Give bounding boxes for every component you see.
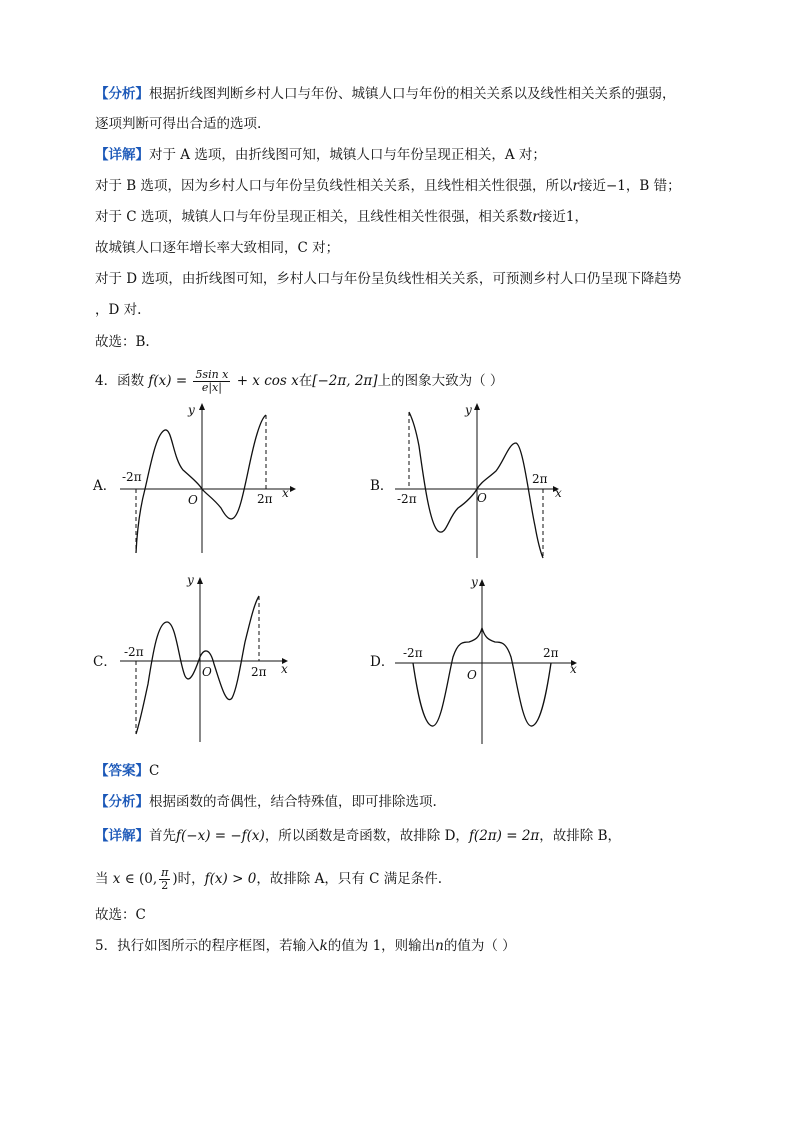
q3-detail-line4: 故城镇人口逐年增长率大致相同，C 对； bbox=[95, 240, 340, 256]
q5-stem: 5．执行如图所示的程序框图，若输入k的值为 1，则输出n的值为（ ） bbox=[95, 938, 516, 954]
right-tick-label: 2π bbox=[257, 492, 273, 506]
q3-detail-line6: ，D 对. bbox=[95, 302, 142, 318]
origin-label: O bbox=[188, 493, 198, 507]
curve bbox=[136, 596, 259, 734]
graph-option-c bbox=[120, 572, 300, 742]
q3-detail-line5: 对于 D 选项，由折线图可知，乡村人口与年份呈负线性相关关系，可预测乡村人口仍呈现下降趋势 bbox=[95, 271, 682, 287]
graph-option-b bbox=[395, 398, 575, 563]
option-d-label: D． bbox=[370, 654, 395, 670]
q4-analysis: 【分析】根据函数的奇偶性，结合特殊值，即可排除选项. bbox=[95, 794, 437, 810]
right-tick-label: 2π bbox=[251, 665, 267, 679]
pi-over-two-fraction: $\frac{\pi}{2}$ bbox=[161, 866, 169, 892]
origin-label: O bbox=[202, 665, 212, 679]
x-axis-label: x bbox=[282, 486, 289, 500]
function-fraction: $\frac{\text{5sin x}}{e|x|}$ bbox=[195, 368, 229, 394]
q3-detail-line2: 对于 B 选项，因为乡村人口与年份呈负线性相关关系，且线性相关性很强，所以r接近−1，B 错； bbox=[95, 178, 681, 194]
option-b-label: B． bbox=[370, 478, 394, 494]
origin-label: O bbox=[467, 668, 477, 682]
q3-detail-line3: 对于 C 选项，城镇人口与年份呈现正相关，且线性相关性很强，相关系数r接近1， bbox=[95, 209, 588, 225]
left-tick-label: -2π bbox=[122, 470, 142, 484]
x-axis-label: x bbox=[281, 662, 288, 676]
analysis-tag: 【分析】 bbox=[95, 794, 149, 810]
left-tick-label: -2π bbox=[397, 492, 417, 506]
curve bbox=[409, 412, 543, 558]
y-axis-label: y bbox=[188, 403, 195, 417]
y-axis-arrow bbox=[474, 403, 480, 410]
answer-tag: 【答案】 bbox=[95, 763, 149, 779]
y-axis-arrow bbox=[197, 577, 203, 584]
q3-detail-line1: 【详解】对于 A 选项，由折线图可知，城镇人口与年份呈现正相关，A 对； bbox=[95, 147, 546, 163]
y-axis-arrow bbox=[479, 579, 485, 586]
q4-detail-line2: 当 x ∈ (0, $\frac{\pi}{2}$ )时，f(x) > 0，故排除 A，只有 C 满足条件. bbox=[95, 866, 443, 892]
option-c-label: C． bbox=[93, 654, 117, 670]
option-a-label: A． bbox=[93, 478, 117, 494]
q4-choose: 故选：C bbox=[95, 907, 146, 923]
left-tick-label: -2π bbox=[124, 645, 144, 659]
y-axis-label: y bbox=[471, 575, 478, 589]
right-tick-label: 2π bbox=[543, 646, 559, 660]
x-axis-arrow bbox=[290, 486, 296, 492]
q3-analysis-line1: 【分析】根据折线图判断乡村人口与年份、城镇人口与年份的相关关系以及线性相关关系的强弱， bbox=[95, 86, 676, 102]
y-axis-arrow bbox=[199, 403, 205, 410]
q3-analysis-line2: 逐项判断可得出合适的选项. bbox=[95, 116, 262, 132]
origin-label: O bbox=[477, 491, 487, 505]
detail-tag: 【详解】 bbox=[95, 147, 149, 163]
detail-tag: 【详解】 bbox=[95, 828, 149, 844]
graph-option-d bbox=[395, 572, 580, 747]
graph-option-a bbox=[120, 398, 300, 563]
q4-answer: 【答案】C bbox=[95, 763, 160, 779]
q4-detail-line1: 【详解】首先f(−x) = −f(x)，所以函数是奇函数，故排除 D，f(2π) = 2π，故排除 B， bbox=[95, 828, 622, 844]
left-tick-label: -2π bbox=[403, 646, 423, 660]
y-axis-label: y bbox=[465, 403, 472, 417]
q4-stem: 4．函数 f(x) = $\frac{\text{5sin x}}{e|x|}$ + x cos x在[−2π, 2π]上的图象大致为（ ） bbox=[95, 368, 504, 394]
x-axis-label: x bbox=[570, 662, 577, 676]
curve bbox=[136, 415, 266, 553]
function-lhs: f(x) = bbox=[148, 373, 188, 389]
analysis-tag: 【分析】 bbox=[95, 86, 149, 102]
x-axis-label: x bbox=[555, 486, 562, 500]
q3-choose: 故选：B. bbox=[95, 334, 150, 350]
right-tick-label: 2π bbox=[532, 472, 548, 486]
y-axis-label: y bbox=[187, 573, 194, 587]
